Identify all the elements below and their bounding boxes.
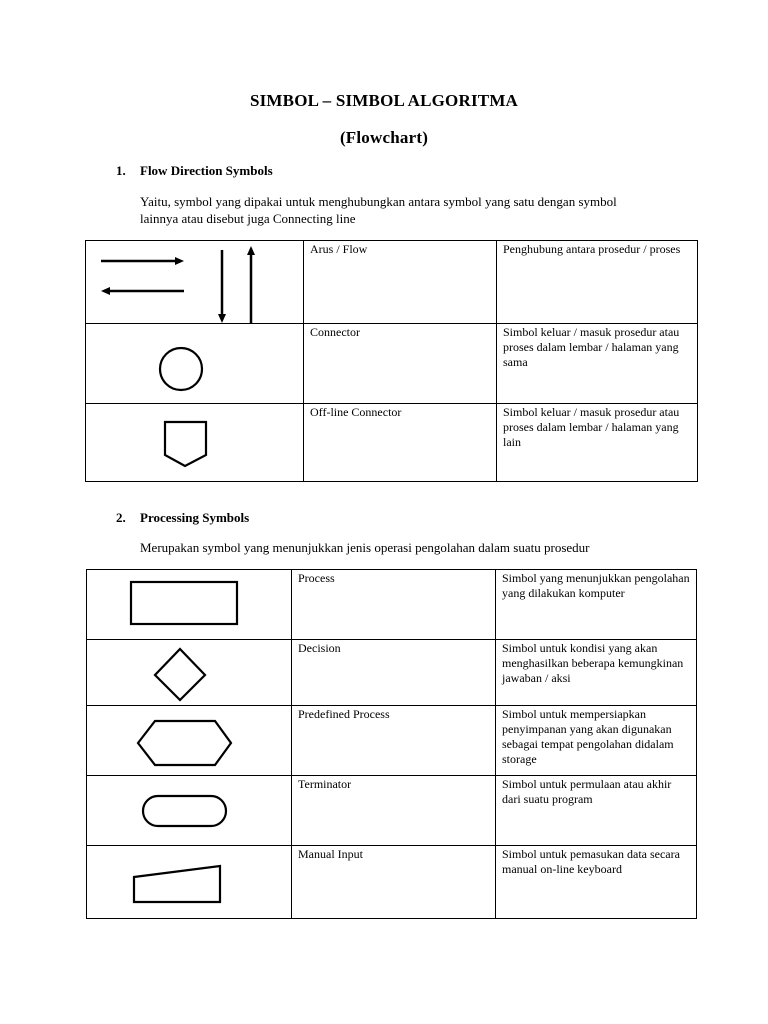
- icon-cell: [87, 570, 292, 640]
- icon-cell: [87, 776, 292, 846]
- symbol-name-cell: Process: [292, 570, 496, 640]
- section-2-description-line: Merupakan symbol yang menunjukkan jenis operasi pengolahan dalam suatu prosedur: [140, 540, 590, 555]
- section-2-number: 2.: [116, 510, 126, 525]
- symbol-name-cell: Off-line Connector: [304, 404, 497, 482]
- symbol-description-cell: Simbol untuk kondisi yang akan menghasilkan beberapa kemungkinan jawaban / aksi: [496, 640, 697, 706]
- off-line-connector-icon: [86, 404, 304, 481]
- section-2-title: Processing Symbols: [140, 510, 250, 525]
- symbol-name-cell: Connector: [304, 324, 497, 404]
- processing-table: [86, 569, 697, 919]
- symbol-name-cell: Predefined Process: [292, 706, 496, 776]
- icon-cell: [87, 706, 292, 776]
- table-row: [87, 570, 697, 640]
- section-1-description-line: lainnya atau disebut juga Connecting line: [140, 211, 356, 226]
- decision-diamond-icon: [87, 640, 292, 705]
- page-title: SIMBOL – SIMBOL ALGORITMA: [249, 91, 519, 110]
- icon-cell: [87, 640, 292, 706]
- table-row: [86, 404, 698, 482]
- process-rectangle-icon: [87, 570, 292, 639]
- symbol-description-cell: Simbol untuk mempersiapkan penyimpanan yang akan digunakan sebagai tempat pengolahan didalam storage: [496, 706, 697, 776]
- terminator-rounded-icon: [87, 776, 292, 845]
- icon-cell: [86, 324, 304, 404]
- symbol-description-cell: Simbol untuk pemasukan data secara manual on-line keyboard: [496, 846, 697, 919]
- section-1-description-line: Yaitu, symbol yang dipakai untuk menghubungkan antara symbol yang satu dengan symbol: [140, 194, 617, 209]
- section-1-title: Flow Direction Symbols: [140, 163, 273, 178]
- section-1-description: [140, 193, 617, 227]
- table-row: [86, 324, 698, 404]
- flow-arrows-icon: [86, 241, 304, 323]
- symbol-name-cell: Manual Input: [292, 846, 496, 919]
- flow-direction-table: [85, 240, 698, 482]
- icon-cell: [86, 241, 304, 324]
- table-row: [87, 706, 697, 776]
- symbol-description-cell: Simbol yang menunjukkan pengolahan yang dilakukan komputer: [496, 570, 697, 640]
- page-subtitle: (Flowchart): [339, 128, 429, 147]
- symbol-name-cell: Decision: [292, 640, 496, 706]
- symbol-description-cell: Simbol keluar / masuk prosedur atau proses dalam lembar / halaman yang lain: [497, 404, 698, 482]
- section-1-number: 1.: [116, 163, 126, 178]
- symbol-description-cell: Simbol keluar / masuk prosedur atau proses dalam lembar / halaman yang sama: [497, 324, 698, 404]
- manual-input-icon: [87, 846, 292, 918]
- icon-cell: [86, 404, 304, 482]
- table-row: [87, 640, 697, 706]
- symbol-name-cell: Arus / Flow: [304, 241, 497, 324]
- table-row: [87, 846, 697, 919]
- table-row: [87, 776, 697, 846]
- symbol-description-cell: Simbol untuk permulaan atau akhir dari suatu program: [496, 776, 697, 846]
- icon-cell: [87, 846, 292, 919]
- section-2-description: [140, 539, 589, 556]
- symbol-name-cell: Terminator: [292, 776, 496, 846]
- table-row: [86, 241, 698, 324]
- predefined-process-hexagon-icon: [87, 706, 292, 775]
- connector-circle-icon: [86, 324, 304, 403]
- symbol-description-cell: Penghubung antara prosedur / proses: [497, 241, 698, 324]
